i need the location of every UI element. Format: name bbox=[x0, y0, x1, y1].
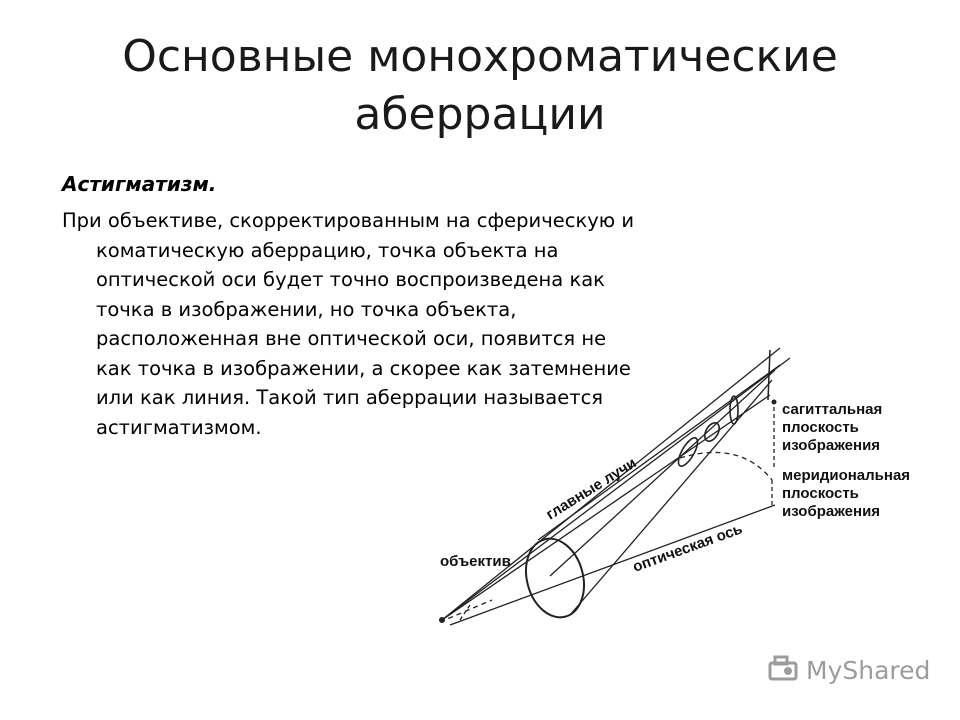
label-meridional-2: плоскость bbox=[782, 485, 859, 502]
slide-body-text: При объективе, скорректированным на сферическую и коматическую аберрацию, точка объекта на оптической оси будет точно воспроизведена как точка в изображении, но точка объекта, расположенная вне оптической оси, появится не как точка в изображении, а скорее как затемнение или как линия. Такой тип аберрации называется астигматизмом. bbox=[62, 209, 635, 439]
projector-icon bbox=[768, 655, 800, 685]
watermark bbox=[768, 655, 930, 685]
meridional-curve bbox=[680, 452, 772, 480]
ray-outer-lower bbox=[442, 395, 770, 620]
watermark-text: MyShared bbox=[806, 655, 931, 685]
astigmatism-diagram bbox=[420, 340, 920, 670]
label-sagittal-1: сагиттальная bbox=[782, 401, 883, 418]
label-sagittal-3: изображения bbox=[782, 437, 881, 454]
label-chief-rays: главные лучи bbox=[543, 454, 640, 524]
label-meridional-3: изображения bbox=[782, 503, 881, 520]
label-sagittal-2: плоскость bbox=[782, 419, 859, 436]
label-meridional-1: меридиональная bbox=[782, 467, 911, 484]
ray-lens-bottom bbox=[570, 380, 772, 615]
label-optical-axis: оптическая ось bbox=[630, 520, 745, 576]
object-point bbox=[439, 617, 445, 623]
ray-lens-center bbox=[550, 370, 775, 576]
image-point bbox=[772, 400, 777, 405]
label-lens: объектив bbox=[440, 553, 511, 570]
lens-ellipse bbox=[518, 532, 593, 624]
slide-title: Основные монохроматические аберрации bbox=[122, 31, 838, 140]
ray-lens-top bbox=[538, 365, 780, 540]
slide-subtitle: Астигматизм. bbox=[62, 172, 217, 196]
ray-outer-mid bbox=[442, 358, 790, 620]
